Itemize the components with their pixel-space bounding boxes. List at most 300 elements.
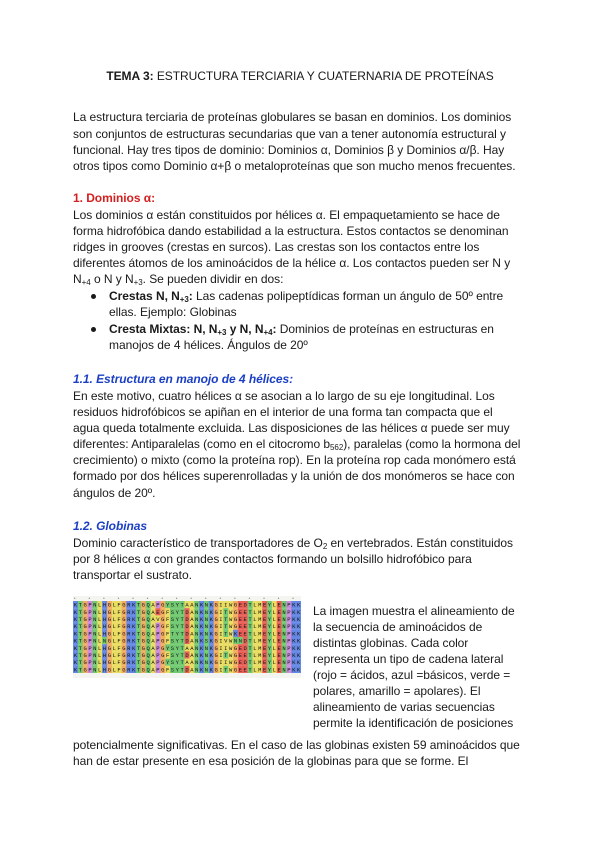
residue-letter: I <box>219 616 223 623</box>
paragraph-line: diferentes átomos de los aminoácidos de la hélice α. Los contactos pueden ser N y <box>73 256 511 270</box>
residue-letter: G <box>161 644 165 652</box>
residue-letter: G <box>233 666 238 674</box>
alignment-marker: * <box>146 596 149 601</box>
residue-letter: Q <box>146 630 150 638</box>
residue-letter: Y <box>175 659 179 667</box>
residue-letter: L <box>98 659 102 667</box>
residue-letter: I <box>219 659 223 667</box>
residue-letter: E <box>277 601 281 609</box>
residue-letter: T <box>136 644 141 652</box>
residue-letter: K <box>233 630 238 638</box>
section-heading-dominios: 1. Dominios α: <box>73 191 156 205</box>
bullet-item: Cresta Mixtas: N, $N_{+3}$ y N, $N_{+4}$: Dominios de proteínas en estructuras en <box>109 322 494 337</box>
alignment-marker: * <box>248 596 251 601</box>
residue-letter: G <box>141 644 145 652</box>
residue-letter: L <box>272 616 276 623</box>
residue-letter: K <box>73 666 78 674</box>
residue-letter: G <box>83 644 87 652</box>
residue-letter: A <box>185 659 189 667</box>
residue-letter: A <box>151 616 155 623</box>
residue-letter: K <box>131 630 136 638</box>
residue-letter: T <box>180 623 184 631</box>
residue-letter: K <box>209 601 213 609</box>
residue-letter: K <box>131 616 136 623</box>
residue-letter: S <box>170 666 175 674</box>
residue-letter: T <box>78 666 82 674</box>
residue-letter: P <box>88 630 92 638</box>
residue-letter: V <box>224 637 228 645</box>
residue-letter: G <box>83 616 87 623</box>
residue-letter: K <box>73 652 78 659</box>
residue-letter: M <box>258 652 262 659</box>
residue-letter: I <box>219 666 223 674</box>
residue-letter: W <box>229 637 233 645</box>
residue-letter: L <box>112 616 116 623</box>
residue-letter: G <box>214 601 218 609</box>
residue-letter: F <box>117 659 121 667</box>
residue-letter: K <box>131 601 136 609</box>
residue-letter: V <box>156 616 160 623</box>
residue-letter: L <box>98 616 102 623</box>
residue-letter: Q <box>146 608 150 616</box>
residue-letter: P <box>287 659 291 667</box>
residue-letter: K <box>209 608 213 616</box>
residue-letter: G <box>107 666 112 674</box>
residue-letter: K <box>209 652 213 659</box>
residue-letter: L <box>253 666 257 674</box>
residue-letter: A <box>190 608 194 616</box>
residue-letter: L <box>253 652 257 659</box>
residue-letter: Q <box>146 659 150 667</box>
residue-letter: N <box>195 623 199 631</box>
residue-letter: Q <box>146 623 150 631</box>
residue-letter: W <box>229 659 233 667</box>
residue-letter: G <box>83 630 87 638</box>
residue-letter: E <box>277 659 281 667</box>
alignment-marker: * <box>292 596 294 601</box>
residue-letter: L <box>272 623 276 631</box>
residue-letter: N <box>93 666 97 674</box>
residue-letter: N <box>204 659 209 667</box>
residue-letter: K <box>292 630 296 638</box>
residue-letter: I <box>219 601 223 609</box>
residue-letter: T <box>248 601 252 609</box>
residue-letter: K <box>131 644 136 652</box>
residue-letter: G <box>161 616 165 623</box>
residue-letter: T <box>248 637 252 645</box>
residue-letter: N <box>233 637 238 645</box>
residue-letter: M <box>258 666 262 674</box>
residue-letter: T <box>78 659 82 667</box>
residue-letter: S <box>170 637 175 645</box>
residue-letter: Y <box>165 659 170 667</box>
residue-letter: T <box>248 623 252 631</box>
residue-letter: F <box>117 652 121 659</box>
residue-letter: A <box>151 630 155 638</box>
residue-letter: L <box>112 644 116 652</box>
residue-letter: P <box>287 652 291 659</box>
residue-letter: K <box>73 644 78 652</box>
residue-letter: T <box>224 623 228 631</box>
residue-letter: A <box>151 644 155 652</box>
residue-letter: G <box>107 608 112 616</box>
bullet-item-continuation: ellas. Ejemplo: Globinas <box>109 305 237 319</box>
residue-letter: G <box>122 659 126 667</box>
residue-letter: E <box>262 601 267 609</box>
residue-letter: G <box>141 666 145 674</box>
residue-letter: L <box>253 601 257 609</box>
residue-letter: E <box>238 666 243 674</box>
residue-letter: A <box>190 637 194 645</box>
residue-letter: G <box>83 623 87 631</box>
residue-letter: N <box>195 637 199 645</box>
residue-letter: H <box>102 616 107 623</box>
residue-letter: T <box>248 644 252 652</box>
caption-line: polares, amarillo = apolares). El <box>313 684 481 698</box>
residue-letter: D <box>243 637 247 645</box>
paragraph-line: por 8 hélices α con grandes contactos formando un bolsillo hidrofóbico para <box>73 552 472 566</box>
residue-letter: G <box>141 630 145 638</box>
paragraph-line: ridges in grooves (crestas en surcos). Las crestas son los contactos entre los <box>73 240 480 254</box>
residue-letter: T <box>136 623 141 631</box>
residue-letter: R <box>127 616 131 623</box>
residue-letter: E <box>238 608 243 616</box>
residue-letter: G <box>161 630 165 638</box>
residue-letter: W <box>229 623 233 631</box>
alignment-marker: * <box>234 596 236 601</box>
residue-letter: N <box>195 616 199 623</box>
residue-letter: K <box>292 623 296 631</box>
residue-letter: Y <box>267 644 272 652</box>
residue-letter: K <box>292 608 296 616</box>
residue-letter: E <box>262 666 267 674</box>
residue-letter: T <box>180 652 184 659</box>
residue-letter: L <box>112 630 116 638</box>
residue-letter: K <box>73 601 78 609</box>
residue-letter: L <box>272 666 276 674</box>
residue-letter: A <box>190 666 194 674</box>
residue-letter: T <box>180 616 184 623</box>
residue-letter: M <box>258 601 262 609</box>
residue-letter: A <box>190 616 194 623</box>
title-bold: TEMA 3: <box>106 69 154 83</box>
residue-letter: N <box>282 623 286 631</box>
residue-letter: T <box>224 666 228 674</box>
residue-letter: N <box>195 608 199 616</box>
residue-letter: N <box>282 644 286 652</box>
residue-letter: K <box>131 652 136 659</box>
caption-line: La imagen muestra el alineamiento de <box>313 604 515 618</box>
residue-letter: F <box>117 623 121 631</box>
paragraph-line: residuos hidrofóbicos se apiñan en el interior de una forma tan compacta que el <box>73 405 493 419</box>
residue-letter: E <box>243 616 247 623</box>
residue-letter: L <box>112 623 116 631</box>
residue-letter: N <box>204 608 209 616</box>
residue-letter: N <box>204 601 209 609</box>
residue-letter: N <box>282 637 286 645</box>
residue-letter: F <box>117 630 121 638</box>
residue-letter: G <box>122 616 126 623</box>
residue-letter: T <box>136 601 141 609</box>
residue-letter: G <box>161 666 165 674</box>
residue-letter: L <box>98 644 102 652</box>
residue-letter: E <box>262 659 267 667</box>
residue-letter: A <box>151 659 155 667</box>
caption-line: permite la identificación de posiciones <box>313 716 514 730</box>
residue-letter: K <box>296 659 301 667</box>
residue-letter: T <box>136 616 141 623</box>
residue-letter: G <box>233 623 238 631</box>
paragraph-line: $N_{+4}$ o N y $N_{+3}$. Se pueden dividir en dos: <box>73 272 284 287</box>
residue-letter: P <box>156 659 160 667</box>
residue-letter: G <box>233 601 238 609</box>
residue-letter: T <box>136 652 141 659</box>
residue-letter: E <box>262 644 267 652</box>
residue-letter: E <box>262 637 267 645</box>
residue-letter: W <box>229 601 233 609</box>
residue-letter: G <box>141 623 145 631</box>
residue-letter: N <box>93 616 97 623</box>
residue-letter: A <box>151 608 155 616</box>
residue-letter: H <box>102 630 107 638</box>
residue-letter: S <box>170 601 175 609</box>
residue-letter: G <box>233 659 238 667</box>
residue-letter: E <box>262 608 267 616</box>
residue-letter: K <box>73 608 78 616</box>
residue-letter: F <box>117 616 121 623</box>
intro-line: otros tipos como Dominio α+β o metaloproteínas que son mucho menos frecuentes. <box>73 159 516 173</box>
residue-letter: K <box>292 659 296 667</box>
residue-letter: D <box>185 652 189 659</box>
residue-letter: G <box>122 601 126 609</box>
residue-letter: R <box>127 601 131 609</box>
residue-letter: T <box>78 616 82 623</box>
residue-letter: E <box>243 630 247 638</box>
residue-letter: L <box>112 659 116 667</box>
residue-letter: F <box>165 652 170 659</box>
residue-letter: E <box>277 630 281 638</box>
residue-letter: P <box>156 666 160 674</box>
caption-line: representa un tipo de cadena lateral <box>313 652 504 666</box>
residue-letter: E <box>262 616 267 623</box>
alignment-graphic <box>73 596 301 678</box>
residue-letter: K <box>131 623 136 631</box>
residue-letter: D <box>243 659 247 667</box>
bullet-dot <box>91 321 96 337</box>
residue-letter: T <box>224 652 228 659</box>
residue-letter: R <box>127 630 131 638</box>
residue-letter: G <box>214 608 218 616</box>
residue-letter: E <box>238 601 243 609</box>
residue-letter: D <box>185 637 189 645</box>
paragraph-line: crecimiento) o mixto (como la proteína rop). En la proteína rop cada monómero está <box>73 453 516 467</box>
residue-letter: P <box>156 652 160 659</box>
residue-letter: P <box>287 630 291 638</box>
residue-letter: T <box>78 608 82 616</box>
residue-letter: P <box>287 608 291 616</box>
residue-letter: L <box>272 630 276 638</box>
alignment-marker: * <box>263 596 265 601</box>
alignment-marker: * <box>277 596 280 601</box>
residue-letter: Y <box>175 630 179 638</box>
residue-letter: E <box>238 616 243 623</box>
residue-letter: K <box>199 608 204 616</box>
residue-letter: K <box>209 616 213 623</box>
residue-letter: E <box>238 630 243 638</box>
residue-letter: K <box>199 644 204 652</box>
residue-letter: L <box>98 652 102 659</box>
residue-letter: K <box>209 666 213 674</box>
residue-letter: I <box>219 644 223 652</box>
residue-letter: N <box>282 659 286 667</box>
residue-letter: M <box>258 637 262 645</box>
residue-letter: Q <box>146 666 150 674</box>
residue-letter: G <box>214 637 218 645</box>
residue-letter: G <box>83 652 87 659</box>
residue-letter: E <box>277 666 281 674</box>
residue-letter: Y <box>175 652 179 659</box>
residue-letter: T <box>248 630 252 638</box>
residue-letter: Y <box>267 623 272 631</box>
residue-letter: P <box>156 623 160 631</box>
residue-letter: H <box>102 608 107 616</box>
residue-letter: G <box>141 601 145 609</box>
residue-letter: T <box>78 644 82 652</box>
residue-letter: N <box>204 623 209 631</box>
residue-letter: F <box>117 637 121 645</box>
residue-letter: T <box>170 630 175 638</box>
residue-letter: G <box>107 601 112 609</box>
residue-letter: N <box>282 666 286 674</box>
residue-letter: A <box>185 644 189 652</box>
residue-letter: T <box>136 608 141 616</box>
page-title <box>0 68 600 84</box>
residue-letter: D <box>185 616 189 623</box>
residue-letter: T <box>224 608 228 616</box>
residue-letter: E <box>277 637 281 645</box>
residue-letter: P <box>88 616 92 623</box>
residue-letter: G <box>122 608 126 616</box>
caption-line: la secuencia de aminoácidos de <box>313 620 483 634</box>
residue-letter: L <box>253 608 257 616</box>
residue-letter: T <box>136 637 141 645</box>
residue-letter: Q <box>146 637 150 645</box>
residue-letter: L <box>98 630 102 638</box>
residue-letter: K <box>292 601 296 609</box>
residue-letter: P <box>88 659 92 667</box>
residue-letter: W <box>229 652 233 659</box>
residue-letter: E <box>156 608 160 616</box>
residue-letter: Y <box>267 652 272 659</box>
residue-letter: R <box>127 659 131 667</box>
residue-letter: L <box>98 608 102 616</box>
residue-letter: P <box>88 666 92 674</box>
residue-letter: M <box>258 623 262 631</box>
residue-letter: G <box>122 637 126 645</box>
section-heading-globinas: 1.2. Globinas <box>73 519 148 533</box>
caption-line: (rojo = ácidos, azul =básicos, verde = <box>313 668 511 682</box>
residue-letter: K <box>199 630 204 638</box>
residue-letter: F <box>165 666 170 674</box>
residue-letter: N <box>93 659 97 667</box>
residue-letter: G <box>83 601 87 609</box>
residue-letter: T <box>248 666 252 674</box>
residue-letter: T <box>248 652 252 659</box>
residue-letter: G <box>107 616 112 623</box>
residue-letter: H <box>102 623 107 631</box>
residue-letter: T <box>136 666 141 674</box>
residue-letter: T <box>248 608 252 616</box>
residue-letter: G <box>214 659 218 667</box>
residue-letter: G <box>83 637 87 645</box>
residue-letter: M <box>258 630 262 638</box>
residue-letter: K <box>296 637 301 645</box>
residue-letter: W <box>229 644 233 652</box>
residue-letter: Y <box>267 659 272 667</box>
residue-letter: G <box>214 623 218 631</box>
residue-letter: L <box>253 630 257 638</box>
residue-letter: K <box>292 616 296 623</box>
residue-letter: R <box>127 652 131 659</box>
residue-letter: K <box>209 637 213 645</box>
residue-letter: K <box>199 623 204 631</box>
residue-letter: F <box>117 644 121 652</box>
residue-letter: M <box>258 644 262 652</box>
residue-letter: E <box>277 644 281 652</box>
residue-letter: I <box>224 659 228 667</box>
residue-letter: G <box>83 666 87 674</box>
residue-letter: G <box>122 652 126 659</box>
residue-letter: F <box>165 616 170 623</box>
residue-letter: I <box>224 644 228 652</box>
residue-letter: E <box>243 608 247 616</box>
residue-letter: I <box>219 608 223 616</box>
residue-letter: G <box>83 659 87 667</box>
globin-alignment-image <box>73 596 301 678</box>
residue-letter: K <box>296 652 301 659</box>
residue-letter: L <box>253 637 257 645</box>
intro-line: La estructura terciaria de proteínas globulares se basan en dominios. Los dominios <box>73 110 512 124</box>
residue-letter: G <box>107 652 112 659</box>
residue-letter: F <box>165 623 170 631</box>
residue-letter: G <box>107 623 112 631</box>
residue-letter: K <box>131 637 136 645</box>
residue-letter: I <box>219 652 223 659</box>
residue-letter: N <box>282 608 286 616</box>
residue-letter: E <box>243 666 247 674</box>
alignment-marker: * <box>204 596 207 601</box>
residue-letter: D <box>243 644 247 652</box>
residue-letter: P <box>88 652 92 659</box>
residue-letter: K <box>292 644 296 652</box>
residue-letter: K <box>296 608 301 616</box>
residue-letter: N <box>204 666 209 674</box>
residue-letter: N <box>282 652 286 659</box>
residue-letter: N <box>93 652 97 659</box>
residue-letter: W <box>229 616 233 623</box>
alignment-marker: * <box>219 596 222 601</box>
residue-letter: A <box>151 623 155 631</box>
residue-letter: K <box>199 659 204 667</box>
residue-letter: N <box>93 637 97 645</box>
residue-letter: G <box>141 616 145 623</box>
residue-letter: F <box>117 601 121 609</box>
residue-letter: Y <box>267 630 272 638</box>
residue-letter: G <box>233 644 238 652</box>
residue-letter: G <box>141 608 145 616</box>
residue-letter: E <box>238 652 243 659</box>
residue-letter: G <box>161 652 165 659</box>
